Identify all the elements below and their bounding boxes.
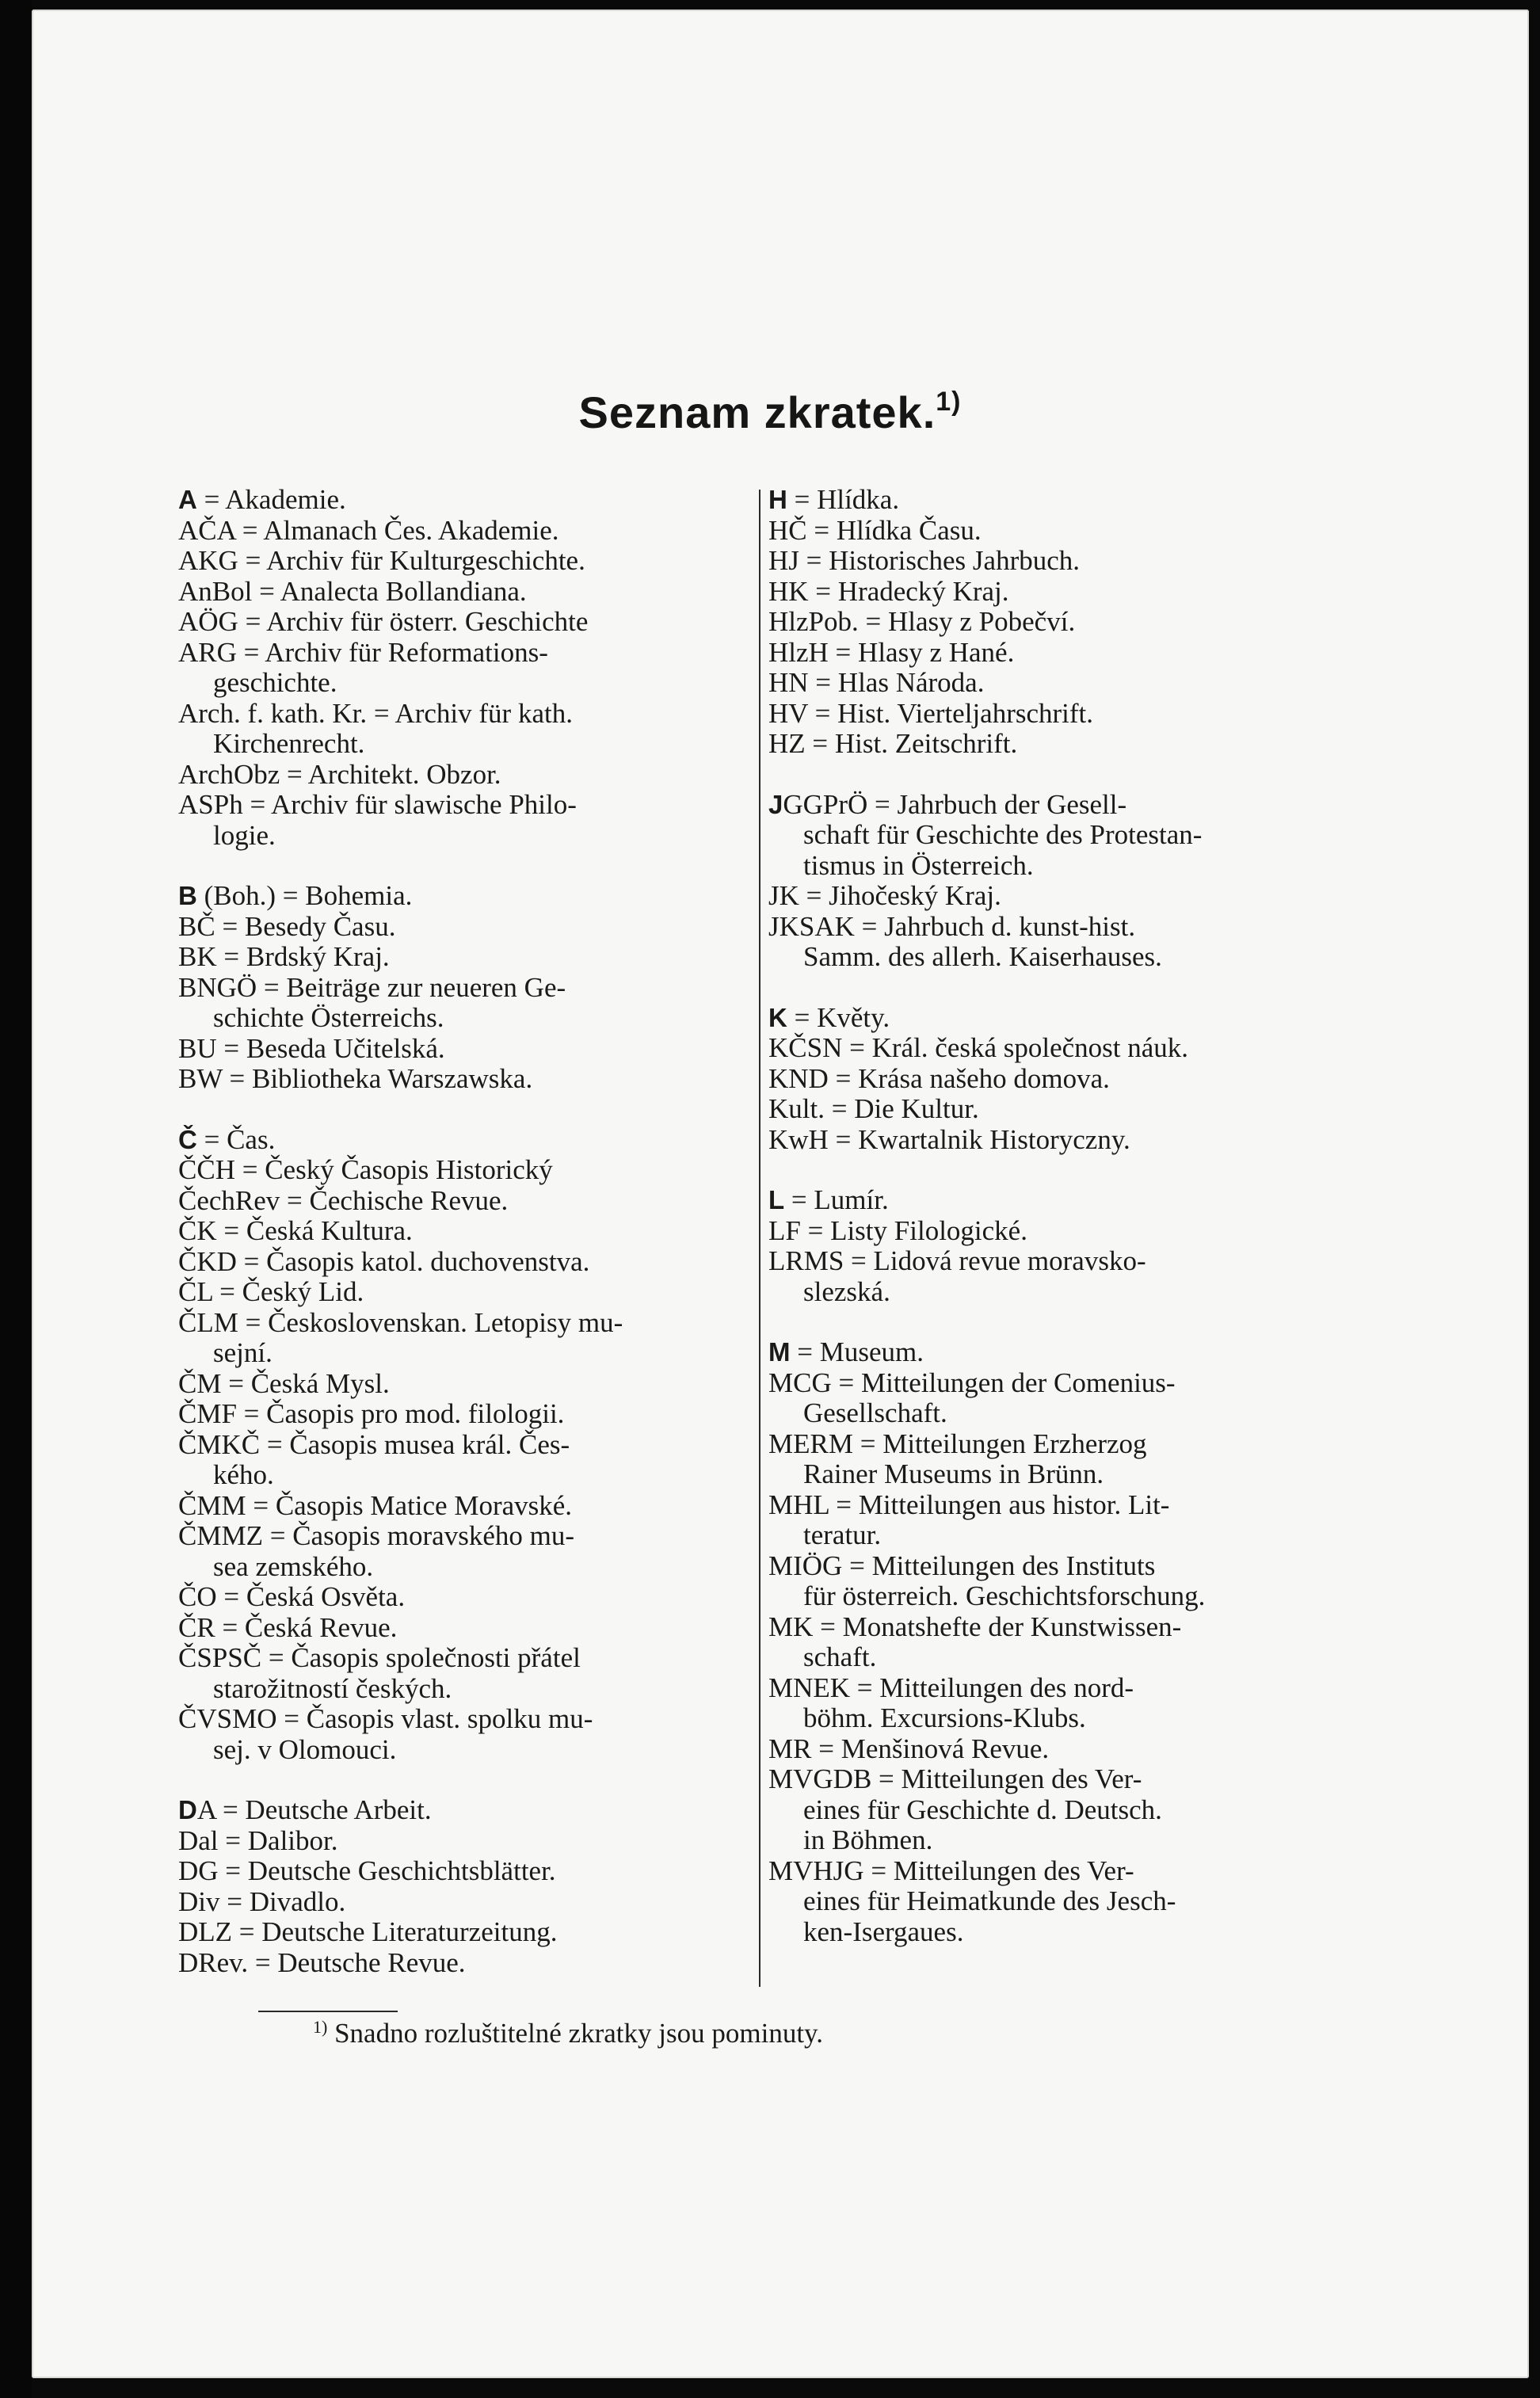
entry-text: MK = Monatshefte der Kunstwissen- [768,1611,1182,1642]
abbreviation-entry [178,1277,757,1308]
abbreviation-entry [178,1521,757,1582]
abbreviation-entry [768,1734,1331,1765]
entry-continuation: starožitností českých. [213,1672,452,1704]
abbreviation-entry [768,1490,1331,1551]
entry-text: HN = Hlas Národa. [768,667,985,698]
section-letter: D [178,1795,197,1824]
entry-text: JK = Jihočeský Kraj. [768,880,1001,911]
footnote-text: Snadno rozluštitelné zkratky jsou pominuty. [334,2018,824,2049]
section-gap [768,1155,1331,1185]
entry-continuation: schaft für Geschichte des Protestan- [803,819,1203,850]
abbreviation-entry [178,516,757,547]
abbreviation-entry [768,1429,1331,1490]
section-letter: J [768,789,783,819]
entry-text: MERM = Mitteilungen Erzherzog [768,1428,1147,1459]
entry-text: Kult. = Die Kultur. [768,1093,979,1124]
entry-continuation: eines für Geschichte d. Deutsch. [803,1794,1162,1825]
entry-text: HČ = Hlídka Času. [768,514,982,546]
entry-text: BW = Bibliotheka Warszawska. [178,1063,533,1094]
entry-continuation: sea zemského. [213,1550,374,1582]
title-footnote-mark: 1) [936,387,962,417]
abbreviation-entry [768,1337,1331,1368]
abbreviation-entry [768,1612,1331,1673]
abbreviation-entry [178,1856,757,1887]
section-gap [768,760,1331,790]
entry-text: ČO = Česká Osvěta. [178,1581,406,1612]
entry-continuation: in Böhmen. [803,1824,933,1855]
entry-text: BNGÖ = Beiträge zur neueren Ge- [178,971,566,1003]
abbreviation-entry [178,1308,757,1369]
entry-continuation: logie. [213,819,276,851]
entry-text: = Čas. [196,1123,276,1155]
abbreviation-entry [178,1369,757,1400]
entry-text: KČSN = Král. česká společnost náuk. [768,1032,1189,1063]
abbreviation-entry [178,1155,757,1186]
section-letter: L [768,1185,785,1214]
entry-continuation: teratur. [803,1519,882,1550]
entry-continuation: Gesellschaft. [803,1397,947,1428]
entry-text: HlzH = Hlasy z Hané. [768,636,1015,668]
abbreviation-entry [768,577,1331,608]
entry-continuation: schichte Österreichs. [213,1002,444,1033]
entry-text: ČK = Česká Kultura. [178,1215,413,1246]
entry-text: ČVSMO = Časopis vlast. spolku mu- [178,1703,593,1734]
entry-text: = Museum. [790,1336,924,1367]
entry-text: ČSPSČ = Časopis společnosti přátel [178,1642,581,1673]
entry-text: ČMMZ = Časopis moravského mu- [178,1520,574,1551]
abbreviation-entry [178,1399,757,1430]
entry-continuation: geschichte. [213,667,337,698]
abbreviation-entry [768,485,1331,516]
abbreviation-entry [768,1551,1331,1612]
abbreviation-entry [178,1582,757,1613]
entry-text: LRMS = Lidová revue moravsko- [768,1245,1146,1276]
footnote-rule [258,2011,398,2012]
entry-text: MIÖG = Mitteilungen des Instituts [768,1550,1156,1581]
abbreviation-entry [768,790,1331,882]
section-letter: Č [178,1124,197,1154]
abbreviation-entry [768,668,1331,699]
entry-text: AnBol = Analecta Bollandiana. [178,575,527,607]
entry-text: = Akademie. [196,484,346,515]
entry-text: MHL = Mitteilungen aus histor. Lit- [768,1489,1170,1520]
entry-text: ČechRev = Čechische Revue. [178,1184,509,1216]
entry-text: BK = Brdský Kraj. [178,941,390,972]
section-gap [178,851,757,881]
section-gap [768,1307,1331,1337]
abbreviation-entry [178,1917,757,1948]
abbreviation-entry [768,607,1331,638]
entry-text: DRev. = Deutsche Revue. [178,1946,466,1978]
entry-text: ČL = Český Lid. [178,1276,364,1307]
abbreviation-entry [768,1003,1331,1034]
entry-continuation: böhm. Excursions-Klubs. [803,1702,1086,1733]
abbreviation-entry [768,516,1331,547]
entry-text: LF = Listy Filologické. [768,1214,1027,1246]
section-gap [178,1765,757,1795]
abbreviation-entry [768,881,1331,912]
section-letter: A [178,485,197,514]
scan-edge [0,0,32,2398]
entry-text: ČLM = Československan. Letopisy mu- [178,1306,623,1338]
entry-text: HK = Hradecký Kraj. [768,575,1009,607]
page-title [0,387,1540,438]
page-title-text: Seznam zkratek. [578,387,936,437]
entry-text: HV = Hist. Vierteljahrschrift. [768,697,1094,729]
abbreviation-entry [178,1795,757,1826]
abbreviation-entry [178,1887,757,1918]
abbreviation-entry [178,1643,757,1704]
entry-continuation: Kirchenrecht. [213,728,365,759]
entry-text: AKG = Archiv für Kulturgeschichte. [178,545,585,576]
abbreviation-entry [768,1856,1331,1948]
entry-continuation: sej. v Olomouci. [213,1733,397,1765]
entry-text: A = Deutsche Arbeit. [196,1794,432,1825]
abbreviation-entry [178,1186,757,1217]
entry-text: ČMF = Časopis pro mod. filologii. [178,1398,565,1429]
entry-text: ČR = Česká Revue. [178,1611,398,1643]
entry-continuation: schaft. [803,1641,877,1672]
abbreviation-entry [768,729,1331,760]
entry-continuation: kého. [213,1459,274,1490]
section-gap [768,973,1331,1003]
abbreviation-entry [178,973,757,1034]
abbreviation-entry [178,1704,757,1765]
abbreviation-entry [178,1034,757,1065]
abbreviation-entry [178,577,757,608]
entry-text: MNEK = Mitteilungen des nord- [768,1672,1134,1703]
section-letter: B [178,881,197,910]
abbreviation-entry [768,1185,1331,1216]
abbreviation-entry [768,699,1331,730]
entry-text: Dal = Dalibor. [178,1824,338,1856]
abbreviation-column-right [768,485,1331,1947]
abbreviation-entry [768,546,1331,577]
abbreviation-column-left [178,485,757,1978]
abbreviation-entry [178,942,757,973]
entry-text: Arch. f. kath. Kr. = Archiv für kath. [178,697,573,729]
abbreviation-entry [178,1430,757,1491]
entry-text: MVGDB = Mitteilungen des Ver- [768,1763,1142,1794]
entry-text: ASPh = Archiv für slawische Philo- [178,789,577,820]
entry-continuation: slezská. [803,1275,890,1307]
entry-text: = Květy. [787,1001,890,1033]
section-letter: K [768,1002,787,1032]
entry-text: MCG = Mitteilungen der Comenius- [768,1367,1176,1398]
abbreviation-entry [178,485,757,516]
section-gap [178,1095,757,1125]
entry-text: Div = Divadlo. [178,1885,346,1917]
abbreviation-entry [178,790,757,851]
entry-text: HJ = Historisches Jahrbuch. [768,545,1081,576]
column-divider [759,490,760,1987]
entry-text: ČKD = Časopis katol. duchovenstva. [178,1245,590,1277]
entry-text: ARG = Archiv für Reformations- [178,636,548,668]
abbreviation-entry [178,1247,757,1278]
entry-continuation: Rainer Museums in Brünn. [803,1458,1104,1489]
entry-text: GGPrÖ = Jahrbuch der Gesell- [783,788,1127,820]
abbreviation-entry [768,1125,1331,1156]
entry-text: AČA = Almanach Čes. Akademie. [178,514,559,546]
abbreviation-entry [178,760,757,791]
abbreviation-entry [178,607,757,638]
abbreviation-entry [178,1125,757,1156]
abbreviation-entry [768,1216,1331,1247]
abbreviation-entry [768,1764,1331,1856]
abbreviation-entry [178,1948,757,1979]
abbreviation-entry [178,699,757,760]
abbreviation-entry [178,1613,757,1644]
entry-text: DLZ = Deutsche Literaturzeitung. [178,1916,558,1947]
entry-text: HlzPob. = Hlasy z Pobečví. [768,606,1076,637]
entry-continuation: sejní. [213,1337,273,1368]
abbreviation-entry [768,912,1331,973]
entry-continuation: Samm. des allerh. Kaiserhauses. [803,941,1162,972]
abbreviation-entry [768,1033,1331,1064]
section-letter: H [768,485,787,514]
entry-text: KND = Krása našeho domova. [768,1062,1110,1094]
entry-text: (Boh.) = Bohemia. [196,880,413,911]
entry-text: AÖG = Archiv für österr. Geschichte [178,606,589,637]
abbreviation-entry [768,1673,1331,1734]
abbreviation-entry [178,1826,757,1857]
entry-continuation: für österreich. Geschichtsforschung. [803,1580,1206,1611]
entry-text: ČM = Česká Mysl. [178,1367,390,1399]
abbreviation-entry [768,1094,1331,1125]
abbreviation-entry [178,912,757,943]
entry-text: MR = Menšinová Revue. [768,1733,1050,1764]
entry-continuation: tismus in Österreich. [803,849,1034,881]
entry-text: = Hlídka. [787,484,900,515]
entry-text: MVHJG = Mitteilungen des Ver- [768,1855,1134,1886]
entry-text: BČ = Besedy Času. [178,910,396,942]
entry-text: KwH = Kwartalnik Historyczny. [768,1123,1130,1155]
footnote [313,2017,823,2049]
abbreviation-entry [178,1216,757,1247]
abbreviation-entry [768,1064,1331,1095]
entry-text: ArchObz = Architekt. Obzor. [178,758,501,790]
abbreviation-entry [178,638,757,699]
entry-continuation: ken-Isergaues. [803,1916,964,1947]
abbreviation-entry [768,1368,1331,1429]
footnote-mark: 1) [313,2017,328,2037]
entry-text: = Lumír. [784,1184,889,1215]
abbreviation-entry [768,638,1331,669]
abbreviation-entry [178,1064,757,1095]
entry-continuation: eines für Heimatkunde des Jesch- [803,1885,1176,1916]
abbreviation-entry [178,881,757,912]
entry-text: BU = Beseda Učitelská. [178,1032,445,1064]
entry-text: ČČH = Český Časopis Historický [178,1154,553,1185]
entry-text: ČMM = Časopis Matice Moravské. [178,1489,573,1521]
abbreviation-entry [178,546,757,577]
entry-text: ČMKČ = Časopis musea král. Čes- [178,1428,570,1460]
section-letter: M [768,1337,791,1367]
entry-text: HZ = Hist. Zeitschrift. [768,728,1018,759]
abbreviation-entry [768,1246,1331,1307]
abbreviation-entry [178,1491,757,1522]
entry-text: DG = Deutsche Geschichtsblätter. [178,1855,556,1886]
entry-text: JKSAK = Jahrbuch d. kunst-hist. [768,910,1136,942]
